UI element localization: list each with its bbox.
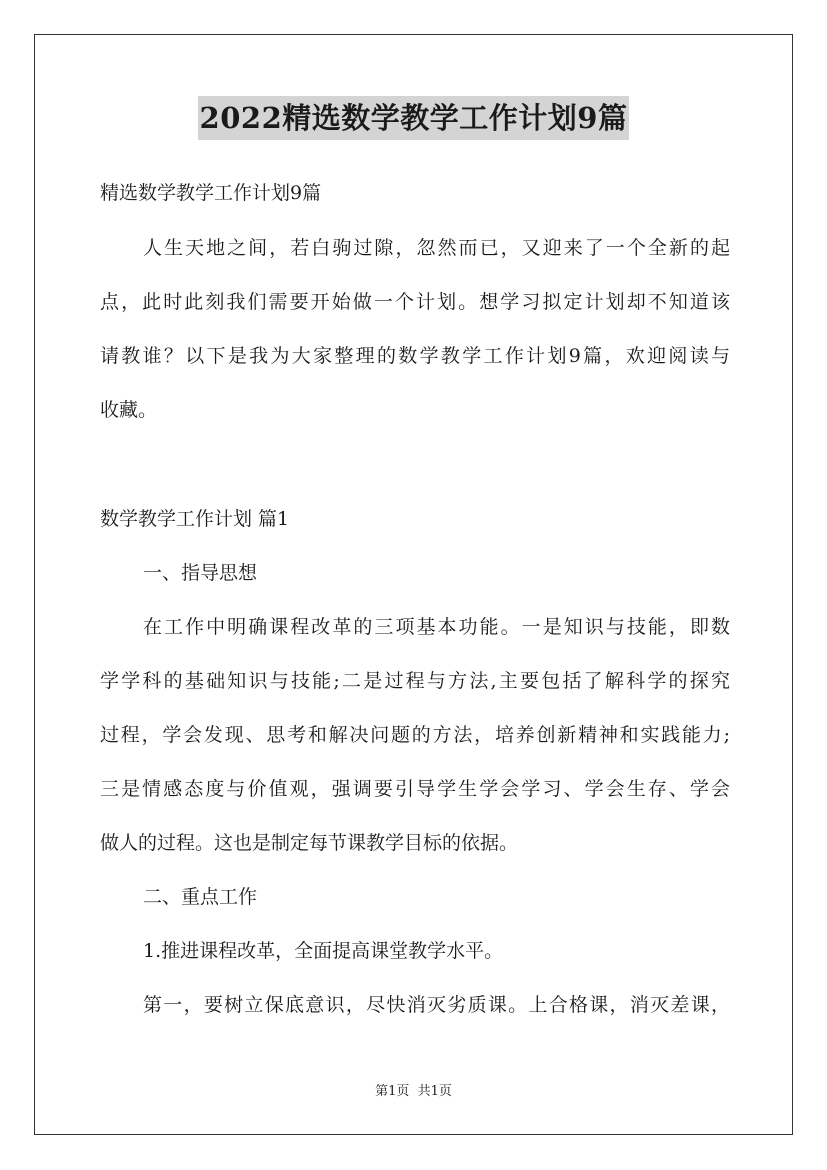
heading-key-work: 二、重点工作 [143, 886, 258, 908]
intro-line-3: 请教谁？以下是我为大家整理的数学教学工作计划9篇，欢迎阅读与 [100, 345, 730, 367]
document-title: 2022精选数学教学工作计划9篇 [198, 96, 630, 140]
paragraph-1-line-3: 过程，学会发现、思考和解决问题的方法，培养创新精神和实践能力; [100, 724, 730, 746]
section-title: 数学教学工作计划 篇1 [100, 508, 290, 530]
document-title-wrap [0, 96, 827, 140]
intro-line-1: 人生天地之间，若白驹过隙，忽然而已，又迎来了一个全新的起 [143, 237, 730, 259]
intro-line-2: 点，此时此刻我们需要开始做一个计划。想学习拟定计划却不知道该 [100, 291, 730, 313]
document-subtitle: 精选数学教学工作计划9篇 [100, 182, 322, 204]
page-total: 共1页 [417, 1084, 452, 1099]
paragraph-1-line-4: 三是情感态度与价值观，强调要引导学生学会学习、学会生存、学会 [100, 778, 730, 800]
page-footer [0, 1083, 827, 1101]
item-1: 1.推进课程改革，全面提高课堂教学水平。 [143, 940, 504, 962]
paragraph-1-line-1: 在工作中明确课程改革的三项基本功能。一是知识与技能，即数 [143, 616, 730, 638]
paragraph-1-line-5: 做人的过程。这也是制定每节课教学目标的依据。 [100, 832, 519, 854]
intro-line-4: 收藏。 [100, 399, 158, 421]
paragraph-1-line-2: 学学科的基础知识与技能;二是过程与方法,主要包括了解科学的探究 [100, 670, 730, 692]
page-number: 第1页 [375, 1084, 410, 1099]
heading-guiding-thought: 一、指导思想 [143, 562, 258, 584]
paragraph-2-line-1: 第一，要树立保底意识，尽快消灭劣质课。上合格课，消灭差课， [143, 994, 730, 1016]
